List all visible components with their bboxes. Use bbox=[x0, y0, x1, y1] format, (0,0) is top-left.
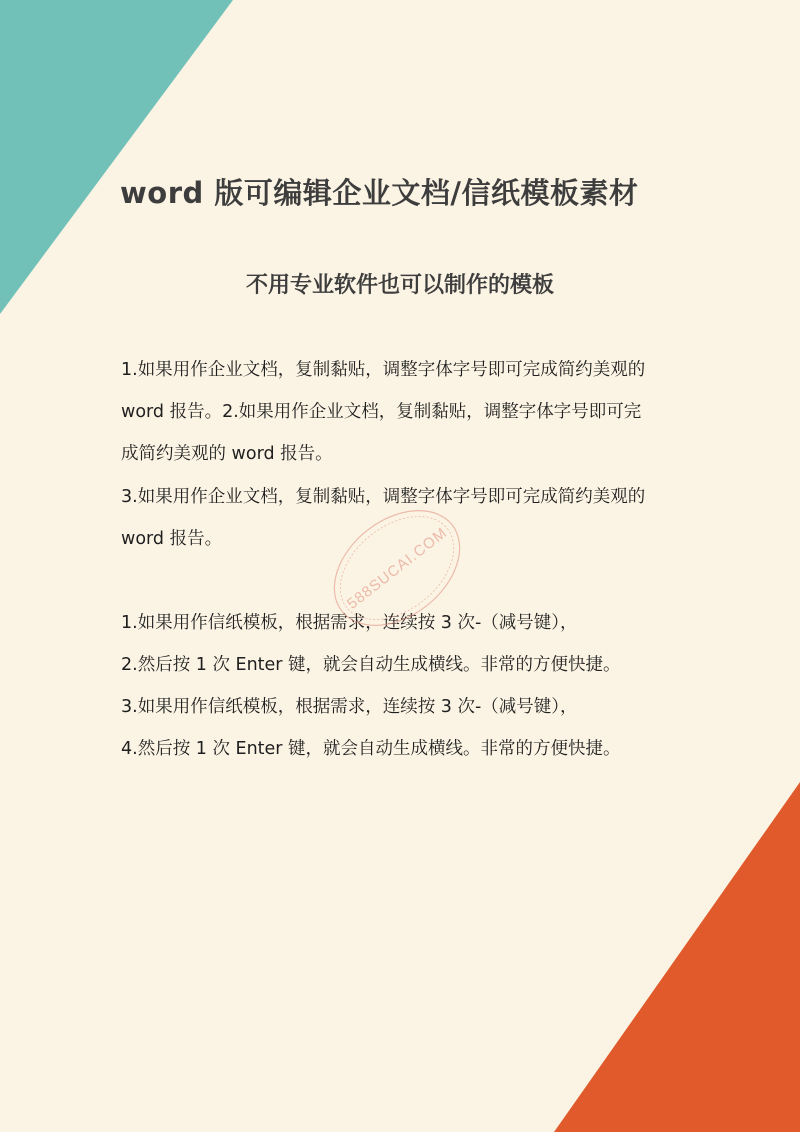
paragraph-line: 1.如果用作企业文档，复制黏贴，调整字体字号即可完成简约美观的 bbox=[121, 360, 646, 380]
paragraph-line: 成简约美观的 word 报告。 bbox=[121, 444, 333, 464]
svg-text:588SUCAI.COM: 588SUCAI.COM bbox=[343, 524, 451, 613]
instruction-list bbox=[121, 602, 691, 770]
list-item: 4.然后按 1 次 Enter 键，就会自动生成横线。非常的方便快捷。 bbox=[121, 739, 621, 759]
list-item: 2.然后按 1 次 Enter 键，就会自动生成横线。非常的方便快捷。 bbox=[121, 655, 621, 675]
paragraph-line: word 报告。 bbox=[121, 529, 223, 549]
paragraph-line: 3.如果用作企业文档，复制黏贴，调整字体字号即可完成简约美观的 bbox=[121, 487, 646, 507]
document-title: word 版可编辑企业文档/信纸模板素材 bbox=[120, 176, 639, 210]
paragraph-1 bbox=[121, 349, 691, 475]
list-item: 3.如果用作信纸模板，根据需求，连续按 3 次-（减号键）， bbox=[121, 697, 578, 717]
document-subtitle: 不用专业软件也可以制作的模板 bbox=[245, 273, 554, 298]
orange-corner-triangle bbox=[550, 782, 800, 1132]
paragraph-line: word 报告。2.如果用作企业文档，复制黏贴，调整字体字号即可完 bbox=[121, 402, 642, 422]
list-item: 1.如果用作信纸模板，根据需求，连续按 3 次-（减号键）， bbox=[121, 613, 578, 633]
paragraph-2 bbox=[121, 476, 691, 560]
